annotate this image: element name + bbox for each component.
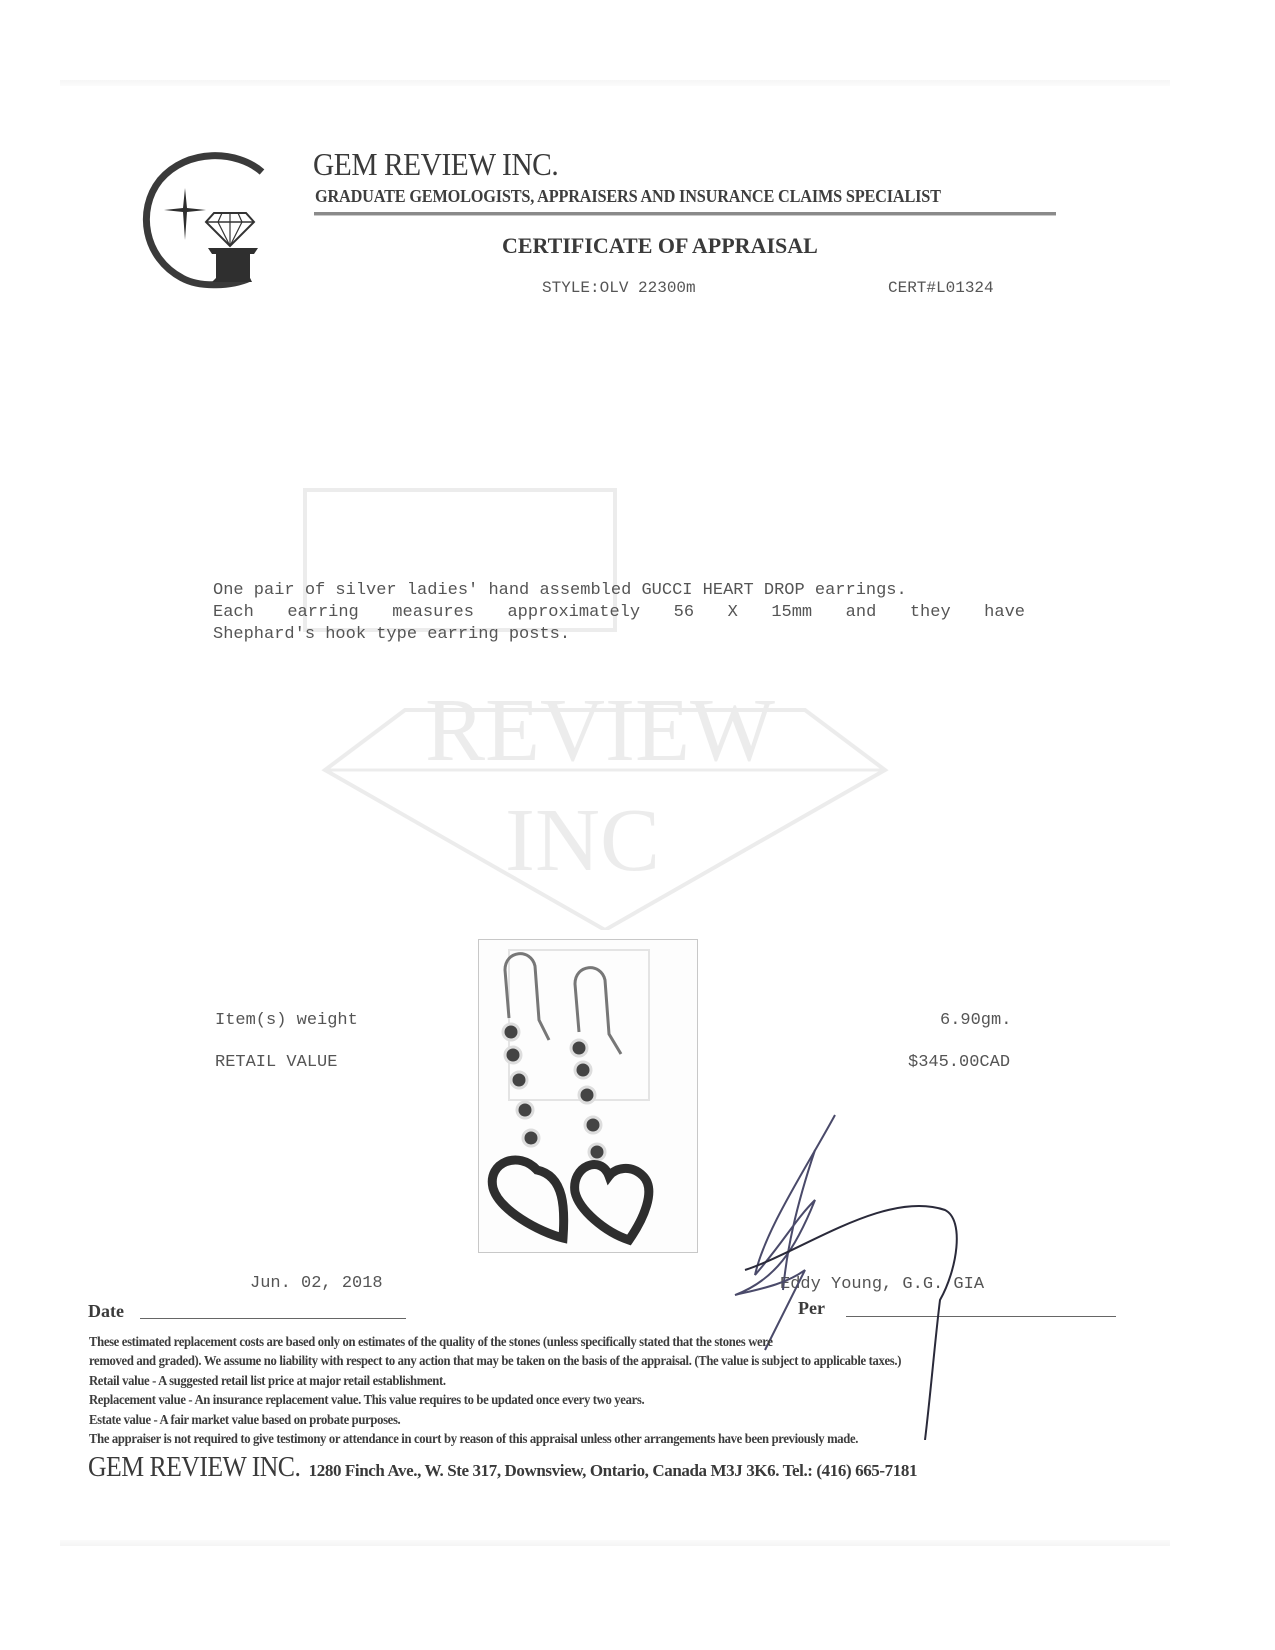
- appraiser-name: Eddy Young, G.G. GIA: [780, 1275, 985, 1294]
- svg-text:REVIEW: REVIEW: [425, 681, 775, 780]
- header-divider: [314, 212, 1056, 216]
- description-line: Each earring measures approximately 56 X 15mm and they have: [213, 603, 1025, 622]
- footer-address: 1280 Finch Ave., W. Ste 317, Downsview, Ontario, Canada M3J 3K6. Tel.: (416) 665-7181: [304, 1461, 918, 1480]
- retail-value-amount: $345.00CAD: [908, 1053, 1011, 1072]
- disclaimer-line: The appraiser is not required to give testimony or attendance in court by reason of this appraisal unless other arrangements have been previously made.: [89, 1431, 859, 1447]
- document-title: CERTIFICATE OF APPRAISAL: [502, 233, 818, 258]
- disclaimer-line: Retail value - A suggested retail list price at major retail establishment.: [89, 1372, 446, 1388]
- disclaimer-line: Replacement value - An insurance replacement value. This value requires to be updated once every two years.: [89, 1392, 645, 1408]
- footer-company-name: GEM REVIEW INC.: [88, 1452, 301, 1483]
- weight-label: Item(s) weight: [215, 1011, 358, 1030]
- date-label: Date: [88, 1301, 124, 1321]
- svg-text:INC: INC: [505, 791, 660, 890]
- disclaimer-line: These estimated replacement costs are based only on estimates of the quality of the stones (unless specifically stated that the stones were: [89, 1334, 773, 1349]
- appraisal-date: Jun. 02, 2018: [250, 1274, 383, 1293]
- disclaimer-text: [89, 1332, 1107, 1448]
- weight-value: 6.90gm.: [940, 1011, 1012, 1030]
- description-line: Shephard's hook type earring posts.: [213, 625, 571, 644]
- footer-contact: [88, 1452, 917, 1484]
- style-number: STYLE:OLV 22300m: [542, 279, 696, 297]
- description-line: One pair of silver ladies' hand assembled GUCCI HEART DROP earrings.: [213, 581, 907, 600]
- disclaimer-line: Estate value - A fair market value based on probate purposes.: [89, 1411, 401, 1427]
- per-label: Per: [798, 1298, 825, 1318]
- retail-value-label: RETAIL VALUE: [215, 1053, 338, 1072]
- watermark-diamond-icon: [285, 470, 925, 930]
- earrings-icon: [479, 940, 697, 1252]
- scan-edge-top: [60, 80, 1170, 86]
- earrings-photo: [478, 939, 698, 1253]
- item-description: [213, 580, 1025, 646]
- gem-review-logo-icon: [142, 150, 268, 290]
- company-name: GEM REVIEW INC.: [313, 146, 559, 182]
- scan-edge-bottom: [60, 1540, 1170, 1546]
- date-underline: [140, 1318, 406, 1319]
- company-tagline: GRADUATE GEMOLOGISTS, APPRAISERS AND INSURANCE CLAIMS SPECIALIST: [315, 186, 941, 206]
- certificate-number: CERT#L01324: [888, 279, 994, 297]
- disclaimer-line: removed and graded). We assume no liability with respect to any action that may be taken on the basis of the appraisal. (The value is subject to applicable taxes.): [89, 1353, 902, 1369]
